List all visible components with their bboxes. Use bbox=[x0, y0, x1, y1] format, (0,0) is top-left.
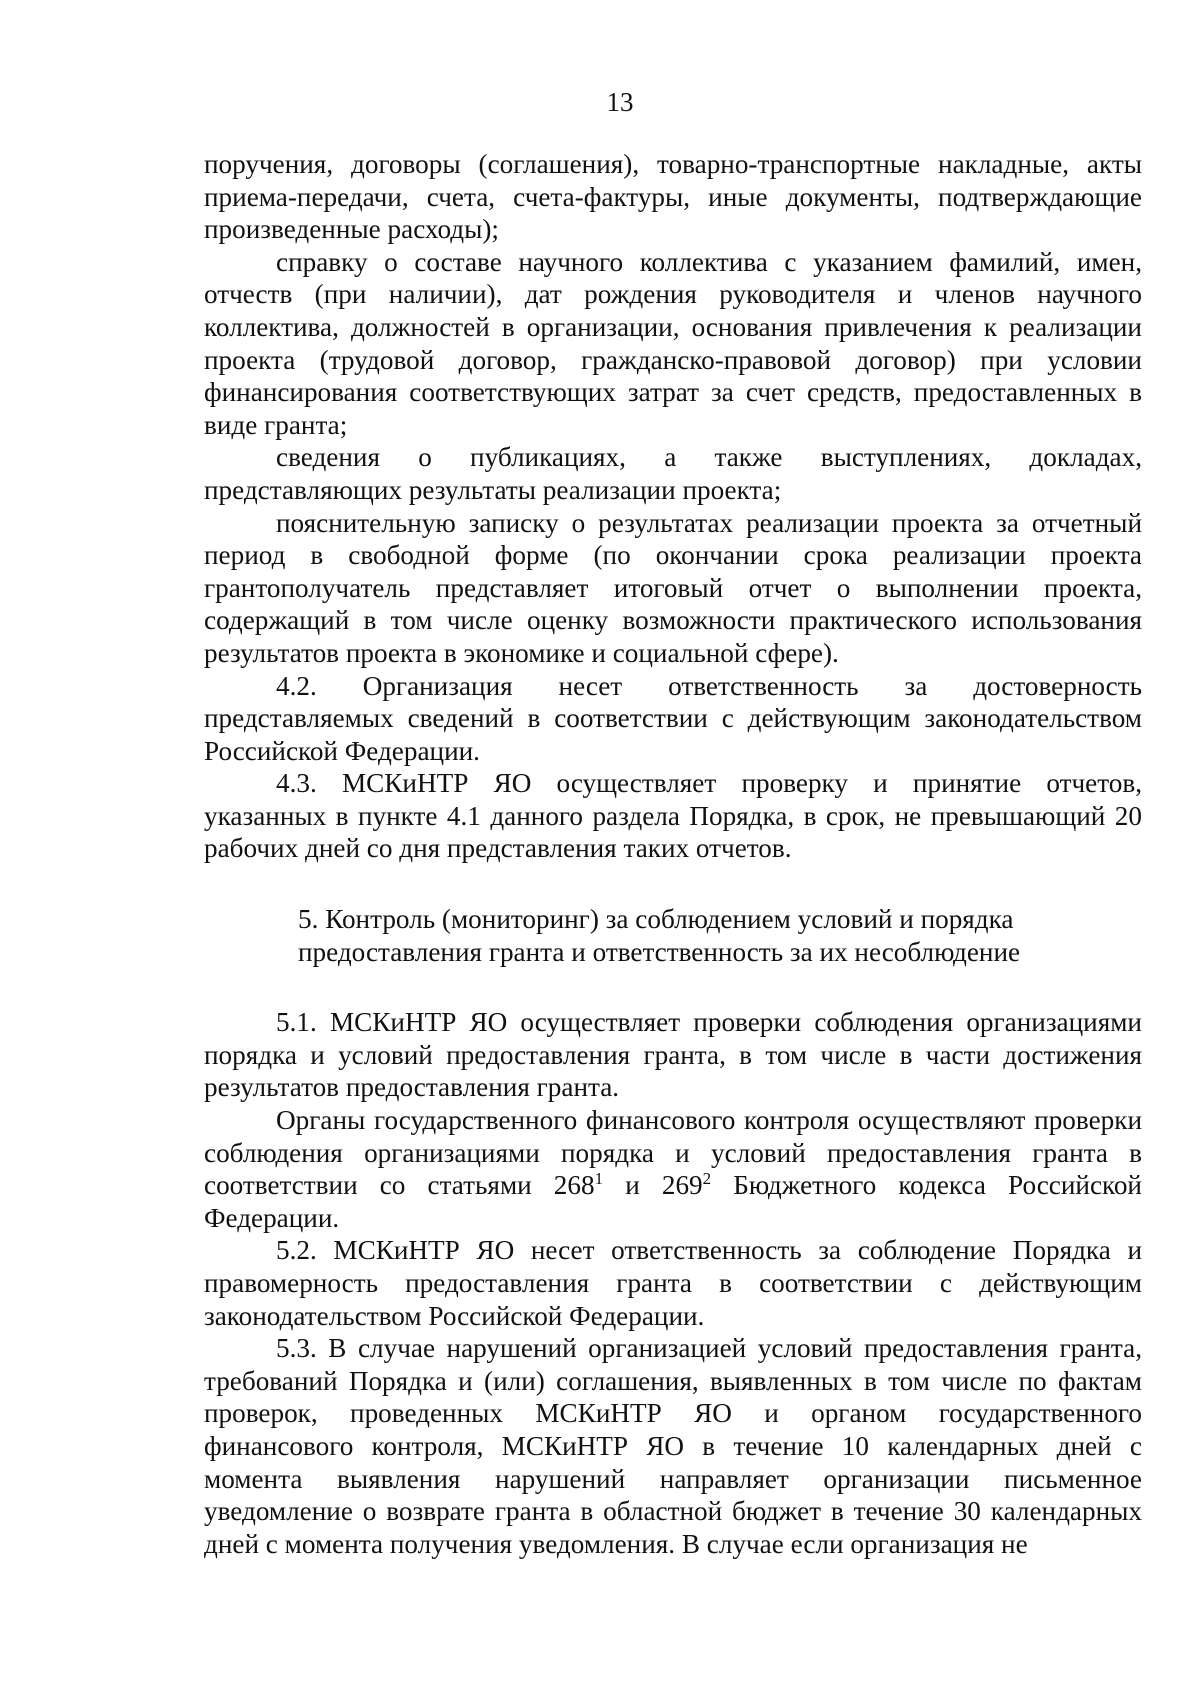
paragraph-financial-control bbox=[204, 1104, 1142, 1234]
financial-control-text-1: Органы государственного финансового контроля осуществляют проверки соблюдения организациями порядка и условий предоставления гранта в соответствии со статьями 268 bbox=[204, 1105, 1142, 1201]
paragraph-research-team: справку о составе научного коллектива с указанием фамилий, имен, отчеств (при наличии), дат рождения руководителя и членов научного коллектива, должностей в организации, основания привлечения к реализации проекта (трудовой договор, гражданско-правовой договор) при условии финансирования соответствующих затрат за счет средств, предоставленных в виде гранта; bbox=[204, 246, 1142, 440]
financial-control-text-2: и 269 bbox=[603, 1170, 703, 1201]
footnote-superscript-1: 1 bbox=[594, 1169, 604, 1189]
footnote-superscript-2: 2 bbox=[702, 1169, 712, 1189]
paragraph-4-3: 4.3. МСКиНТР ЯО осуществляет проверку и принятие отчетов, указанных в пункте 4.1 данного раздела Порядка, в срок, не превышающий 20 рабочих дней со дня представления таких отчетов. bbox=[204, 768, 1142, 864]
document-body bbox=[204, 148, 1142, 1560]
section-heading-line-1: 5. Контроль (мониторинг) за соблюдением условий и порядка bbox=[298, 904, 1014, 935]
section-5-heading bbox=[204, 903, 1142, 968]
financial-control-text-3: Бюджетного кодекса Российской Федерации. bbox=[204, 1170, 1142, 1233]
paragraph-5-3: 5.3. В случае нарушений организацией условий предоставления гранта, требований Порядка и (или) соглашения, выявленных в том числе по фактам проверок, проведенных МСКиНТР ЯО и органом государственного финансового контроля, МСКиНТР ЯО в течение 10 календарных дней с момента выявления нарушений направляет организации письменное уведомление о возврате гранта в областной бюджет в течение 30 календарных дней с момента получения уведомления. В случае если организация не bbox=[204, 1333, 1142, 1559]
paragraph-explanatory-note: пояснительную записку о результатах реализации проекта за отчетный период в свободной форме (по окончании срока реализации проекта грантополучатель представляет итоговый отчет о выполнении проекта, содержащий в том числе оценку возможности практического использования результатов проекта в экономике и социальной сфере). bbox=[204, 507, 1142, 668]
section-heading-line-2: предоставления гранта и ответственность за их несоблюдение bbox=[298, 936, 1021, 967]
paragraph-reports-list-continuation: поручения, договоры (соглашения), товарно-транспортные накладные, акты приема-передачи, счета, счета-фактуры, иные документы, подтверждающие произведенные расходы); bbox=[204, 149, 1142, 245]
paragraph-5-1: 5.1. МСКиНТР ЯО осуществляет проверки соблюдения организациями порядка и условий предоставления гранта, в том числе в части достижения результатов предоставления гранта. bbox=[204, 1007, 1142, 1103]
page-number: 13 bbox=[606, 87, 634, 117]
paragraph-4-2: 4.2. Организация несет ответственность за достоверность представляемых сведений в соответствии с действующим законодательством Российской Федерации. bbox=[204, 670, 1142, 766]
paragraph-5-2: 5.2. МСКиНТР ЯО несет ответственность за соблюдение Порядка и правомерность предоставления гранта в соответствии с действующим законодательством Российской Федерации. bbox=[204, 1235, 1142, 1331]
paragraph-publications: сведения о публикациях, а также выступлениях, докладах, представляющих результаты реализации проекта; bbox=[204, 442, 1142, 505]
